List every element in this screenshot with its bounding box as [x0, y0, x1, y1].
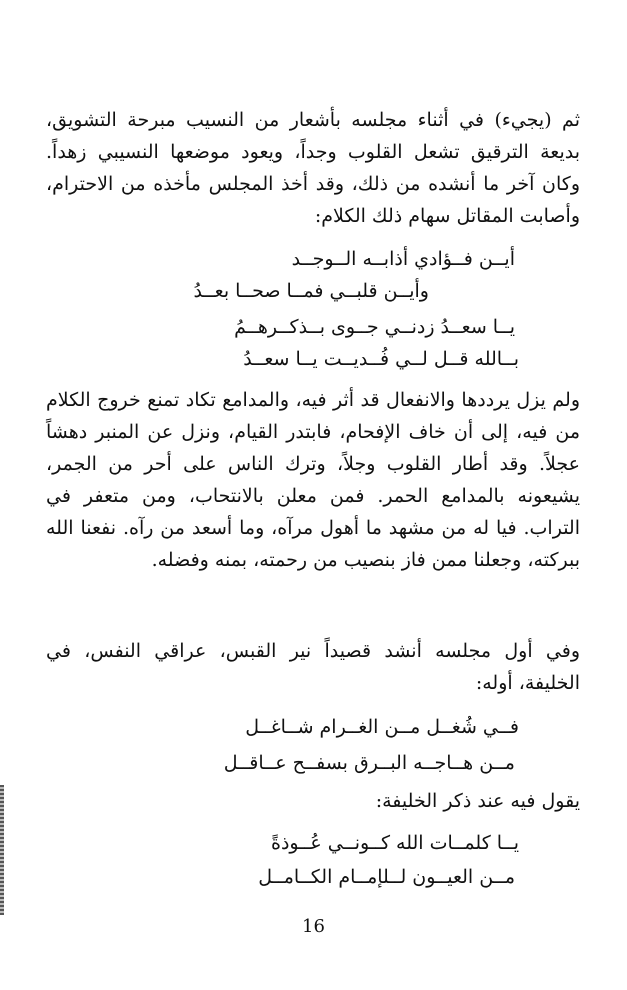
verse-line: بــالله قــل لــي فُــديــت يــا سعــدُ	[243, 348, 519, 370]
paragraph-opening: ثم (يجيء) في أثناء مجلسه بأشعار من النسيب مبرحة التشويق، بديعة الترقيق تشعل القلوب وجداً، ويعود موضعها النسيبي زهداً. وكان آخر ما أنشده من ذلك، وقد أخذ المجلس مأخذه من الاحترام، وأصابت المقاتل سهام ذلك الكلام:	[46, 109, 580, 227]
verse-line: فــي شُغــل مــن الغــرام شــاغــل	[245, 716, 519, 738]
verse-line: يــا سعــدُ زدنــي جــوى بــذكــرهــمُ	[234, 316, 515, 338]
verse-line: وأيــن قلبــي فمــا صحــا بعــدُ	[193, 280, 429, 302]
verse-line: مــن العيــون لــلإمــام الكــامــل	[258, 866, 515, 888]
verse-line: يــا كلمــات الله كــونــي عُــوذةً	[271, 832, 519, 854]
verse-line: أيــن فــؤادي أذابــه الــوجــد	[291, 248, 515, 270]
paragraph-narrative: ولم يزل يرددها والانفعال قد أثر فيه، والمدامع تكاد تمنع خروج الكلام من فيه، إلى أن خاف الإفحام، فابتدر القيام، ونزل عن المنبر دهشاً عجلاً. وقد أطار القلوب وجلاً، وترك الناس على أحر من الجمر، يشيعونه بالمدامع الحمر. فمن معلن بالانتحاب، ومن متعفر في التراب. فيا له من مشهد ما أهول مرآه، وما أسعد من رآه. نفعنا الله ببركته، وجعلنا ممن فاز بنصيب من رحمته، بمنه وفضله.	[46, 389, 580, 571]
paragraph-caliph-intro: وفي أول مجلسه أنشد قصيداً نير القبس، عراقي النفس، في الخليفة، أوله:	[46, 640, 580, 694]
verse-line: مــن هــاجــه البــرق بسفــح عــاقــل	[223, 752, 515, 774]
page-number: 16	[302, 916, 325, 937]
binding-edge-mark	[0, 785, 4, 915]
paragraph-caliph-mention: يقول فيه عند ذكر الخليفة:	[375, 790, 580, 812]
